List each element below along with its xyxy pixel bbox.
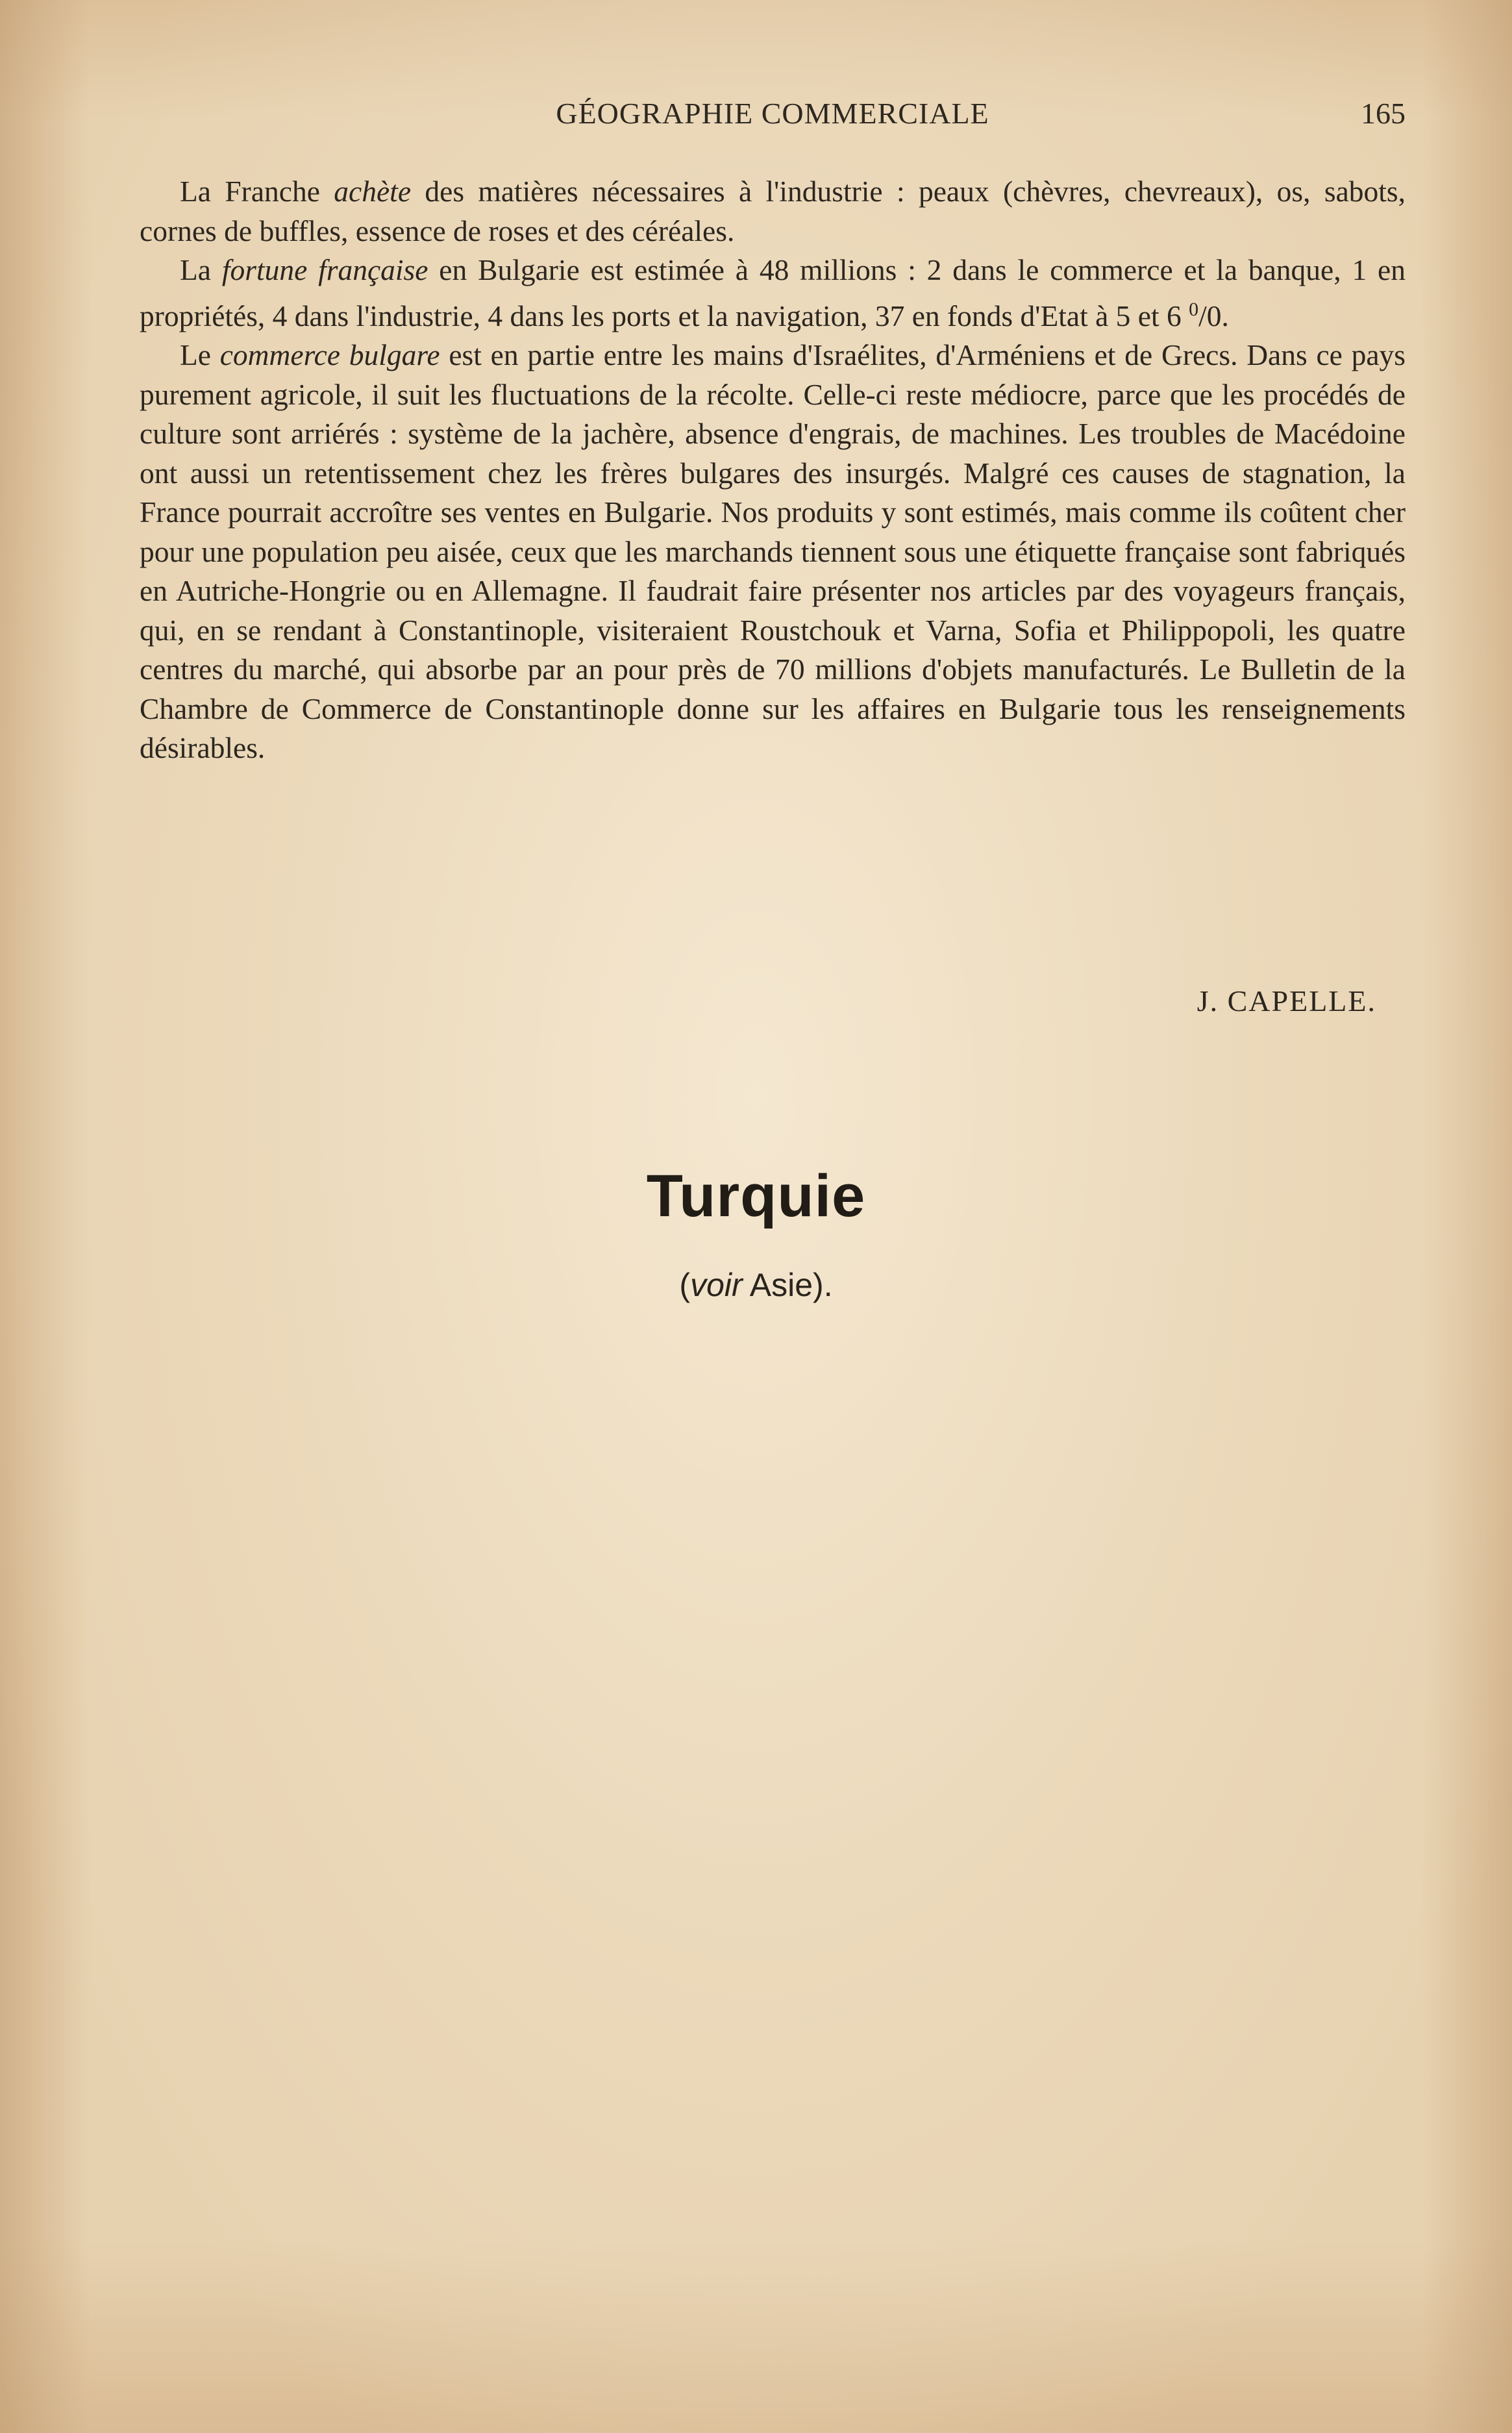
text-run: est en partie entre les mains d'Israélites, d'Arméniens et de Grecs. Dans ce pays purement agricole, il suit les fluctuations de la récolte. Celle-ci reste médiocre, parce que les procédés de culture sont arriérés : système de la jachère, absence d'engrais, de machines. Les troubles de Macédoine ont aussi un retentissement chez les frères bulgares des insurgés. Malgré ces causes de stagnation, la France pourrait accroître ses ventes en Bulgarie. Nos produits y sont estimés, mais comme ils coûtent cher pour une population peu aisée, ceux que les marchands tiennent sous une étiquette française sont fabriqués en Autriche-Hongrie ou en Allemagne. Il faudrait faire présenter nos articles par des voyageurs français, qui, en se rendant à Constantinople, visiteraient Roustchouk et Varna, Sofia et Philippopoli, les quatre centres du marché, qui absorbe par an pour près de 70 millions d'objets manufacturés. Le Bulletin de la Chambre de Commerce de Constantinople donne sur les affaires en Bulgarie tous les renseignements désirables. (140, 338, 1406, 764)
text-run: La (180, 253, 222, 286)
italic-term: fortune française (221, 253, 428, 286)
running-title: GÉOGRAPHIE COMMERCIALE (556, 97, 989, 130)
author-signature: J. CAPELLE. (1196, 984, 1376, 1017)
running-head (140, 96, 1406, 135)
text-run: Le (180, 338, 220, 371)
italic-term: voir (690, 1267, 743, 1303)
body-text (140, 172, 1406, 768)
italic-term: achète (334, 175, 412, 208)
section-cross-reference (0, 1266, 1512, 1304)
text-run: ( (679, 1267, 691, 1303)
italic-term: commerce bulgare (219, 338, 440, 371)
paragraph-commerce-bulgare (140, 336, 1406, 768)
paragraph-fortune-francaise (140, 251, 1406, 336)
section-title: Turquie (646, 1163, 866, 1229)
text-run: en Bulgarie est estimée à 48 millions : 2 dans le commerce et la banque, 1 en propriétés, 4 dans l'industrie, 4 dans les ports et la navigation, 37 en fonds d'Etat à 5 et 6 (140, 253, 1406, 332)
paragraph-franche-achete (140, 172, 1406, 251)
percent-denominator: /0. (1198, 299, 1229, 332)
text-run: des matières nécessaires à l'industrie : peaux (chèvres, chevreaux), os, sabots, cornes de buffles, essence de roses et des céréales. (140, 175, 1406, 247)
page-number: 165 (1361, 97, 1406, 130)
text-run: La Franche (180, 175, 334, 208)
text-run: Asie). (742, 1267, 833, 1303)
percent-superscript: 0 (1189, 298, 1199, 320)
